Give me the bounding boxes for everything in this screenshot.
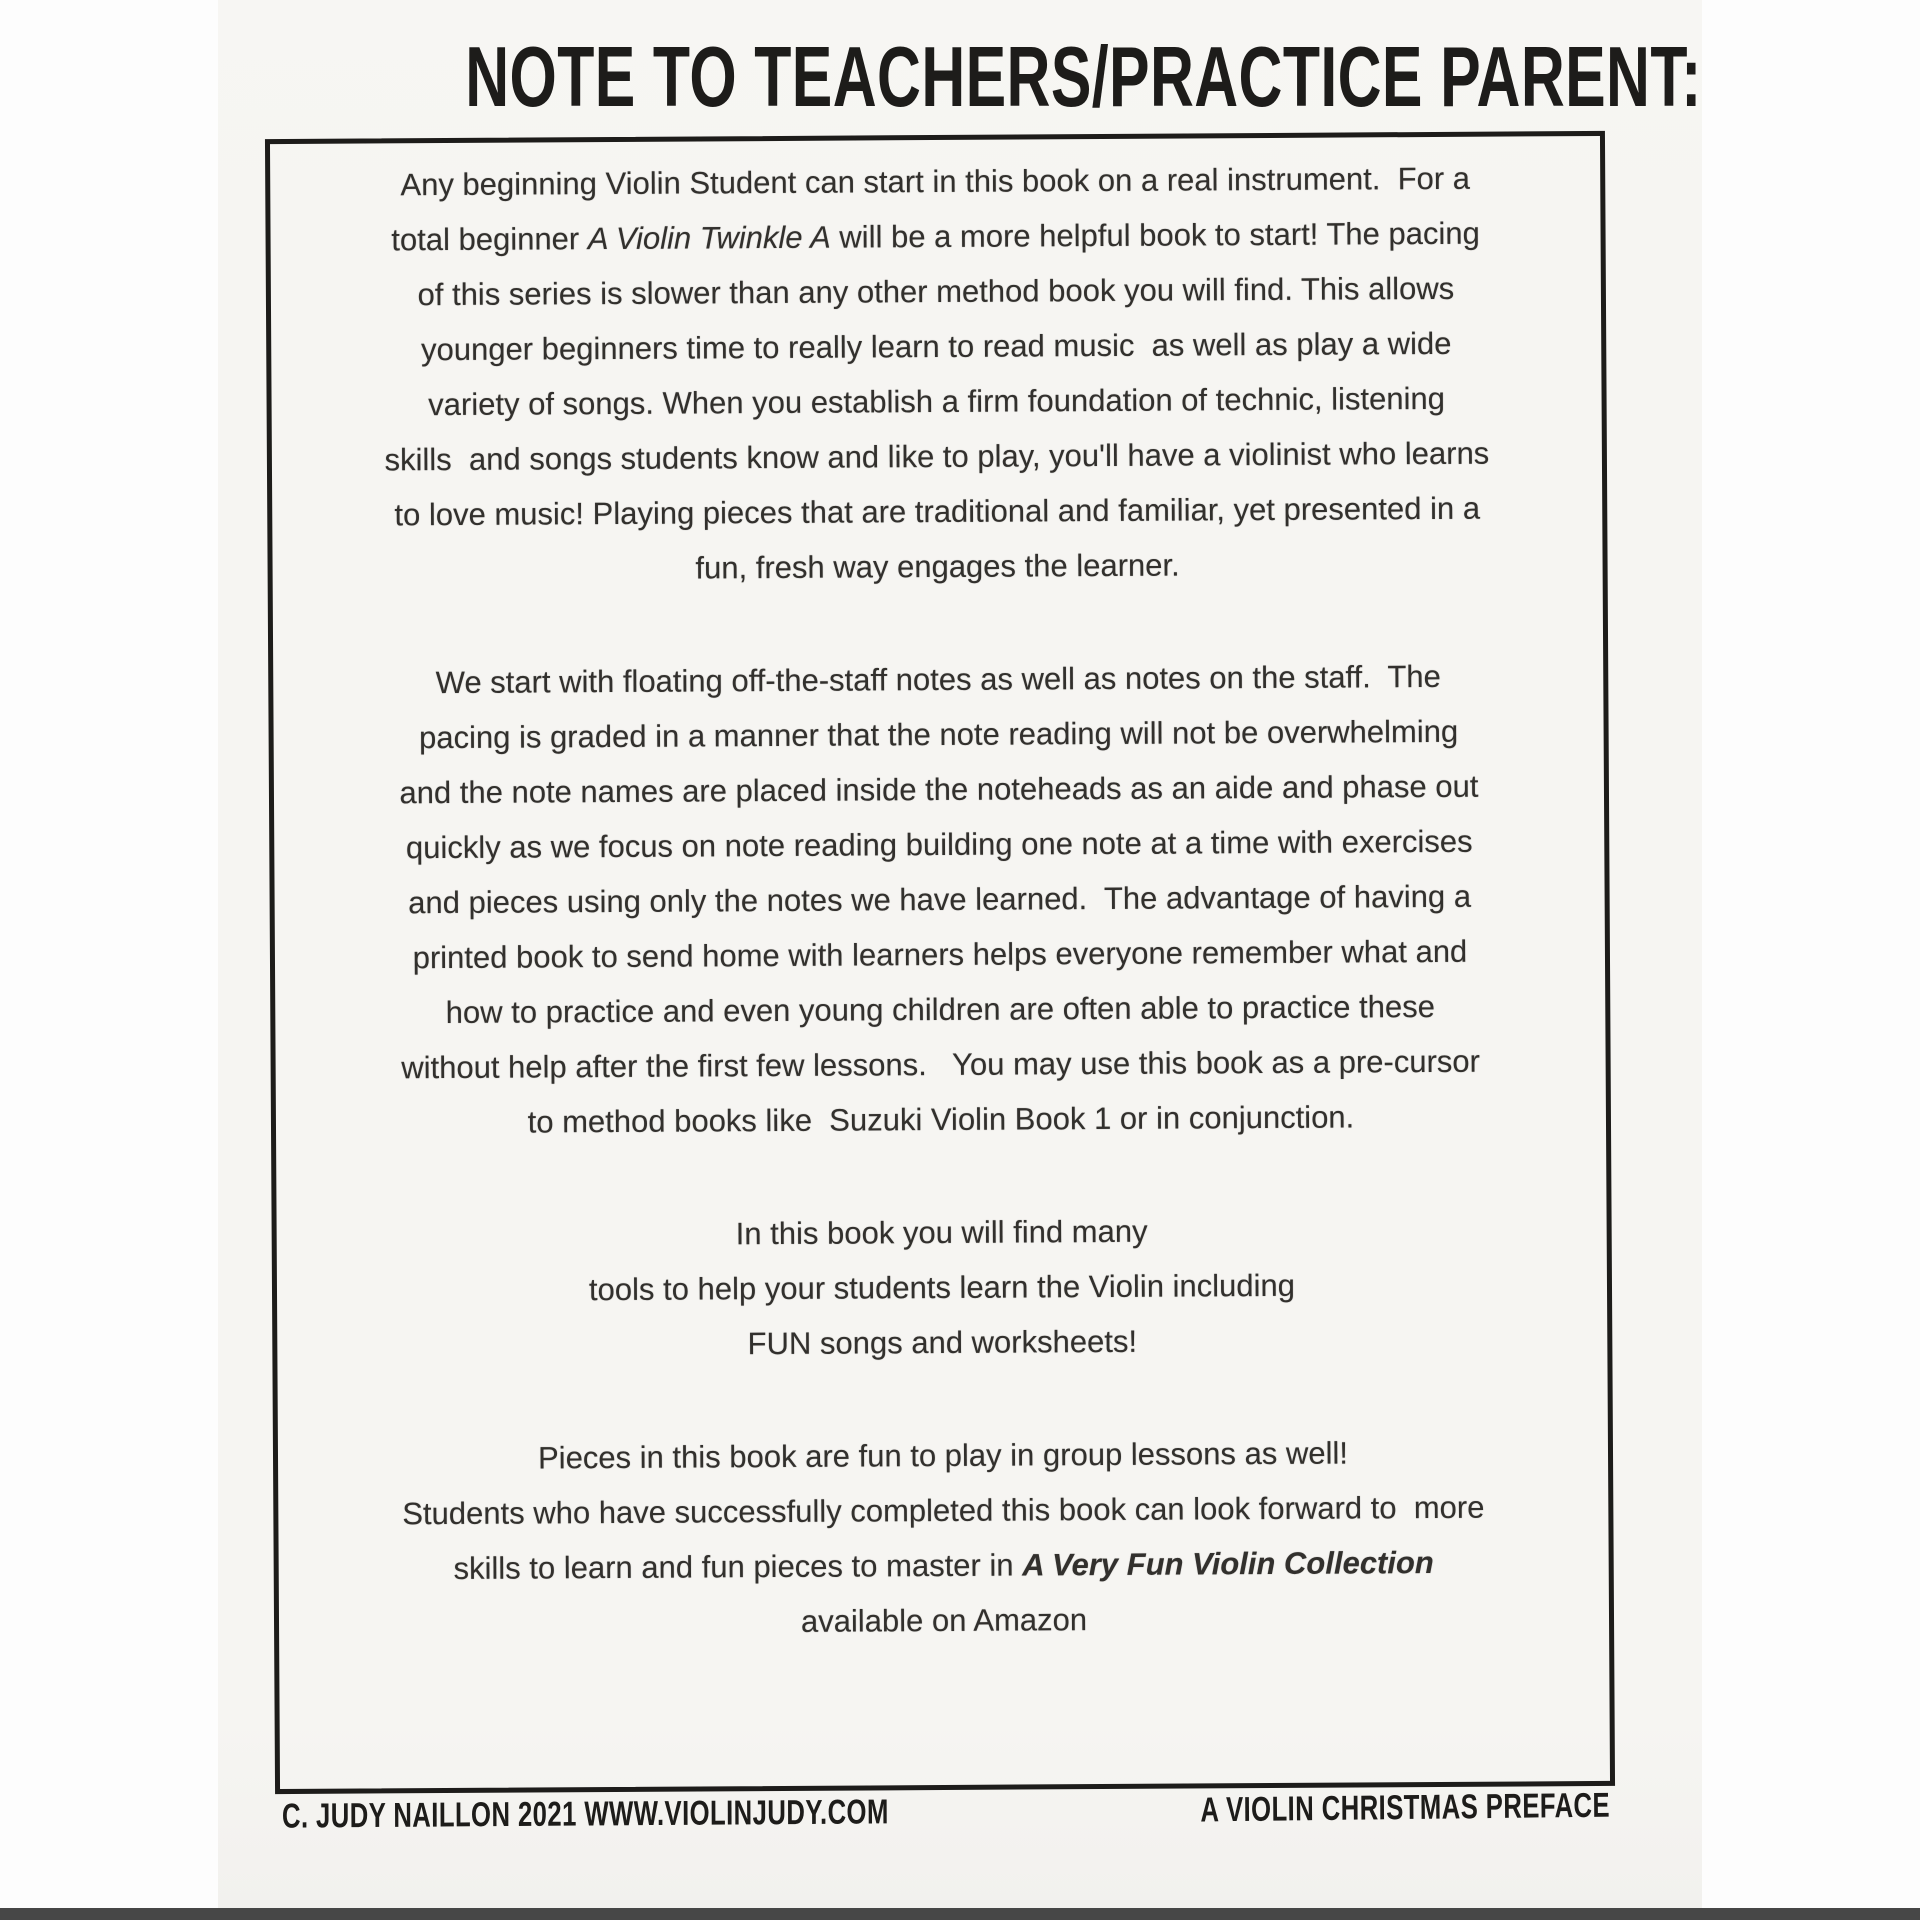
paragraph (296, 150, 1577, 598)
text-segment: total beginner (391, 221, 588, 258)
paragraph (302, 1201, 1581, 1374)
text-line (303, 1256, 1581, 1319)
text-line (296, 205, 1574, 268)
text-line (304, 1479, 1582, 1542)
text-segment: will be a more helpful book to start! The pacing (830, 215, 1480, 255)
text-segment: In this book you will find many (735, 1213, 1148, 1252)
text-line (300, 813, 1578, 876)
text-segment: younger beginners time to really learn to read music as well as play a wide (420, 325, 1452, 368)
text-line (300, 868, 1578, 931)
text-line (305, 1534, 1583, 1597)
text-line (301, 1033, 1579, 1096)
footer-copyright (281, 1791, 1060, 1835)
page-title-text: NOTE TO TEACHERS/PRACTICE PARENT: (465, 29, 1702, 125)
page-title (270, 29, 1702, 125)
paragraph (304, 1424, 1583, 1652)
paragraph (299, 648, 1580, 1151)
text-segment: available on Amazon (800, 1602, 1088, 1639)
text-line (302, 1201, 1580, 1264)
text-segment: pacing is graded in a manner that the note reading will not be overwhelming (418, 713, 1459, 756)
text-segment: tools to help your students learn the Violin including (588, 1267, 1296, 1308)
text-segment: of this series is slower than any other method book you will find. This allows (417, 270, 1455, 313)
text-line (299, 703, 1577, 766)
text-line (299, 648, 1577, 711)
text-line (298, 425, 1576, 488)
text-segment: printed book to send home with learners helps everyone remember what and (412, 933, 1468, 976)
text-line (304, 1424, 1582, 1487)
text-segment: and the note names are placed inside the noteheads as an aide and phase out (399, 768, 1479, 811)
note-box (265, 131, 1615, 1794)
text-segment: Students who have successfully completed this book can look forward to more (402, 1489, 1485, 1532)
text-segment: skills and songs students know and like to play, you'll have a violinist who learns (384, 435, 1490, 478)
text-segment: FUN songs and worksheets! (747, 1323, 1138, 1362)
text-segment: variety of songs. When you establish a firm foundation of technic, listening (428, 380, 1445, 423)
text-segment: Any beginning Violin Student can start in this book on a real instrument. For a (400, 160, 1471, 203)
text-line (301, 923, 1579, 986)
text-line (298, 480, 1576, 543)
text-segment: fun, fresh way engages the learner. (695, 547, 1180, 586)
text-segment: and pieces using only the notes we have learned. The advantage of having a (408, 878, 1472, 921)
text-segment: quickly as we focus on note reading building one note at a time with exercises (405, 823, 1473, 866)
text-line (305, 1589, 1583, 1652)
text-line (301, 978, 1579, 1041)
text-line (303, 1311, 1581, 1374)
text-segment: We start with floating off-the-staff notes as well as notes on the staff. The (435, 658, 1441, 701)
text-line (302, 1088, 1580, 1151)
text-segment: how to practice and even young children are often able to practice these (445, 988, 1435, 1031)
text-line (296, 150, 1574, 213)
footer-copyright-text: C. JUDY NAILLON 2021 WWW.VIOLINJUDY.COM (281, 1791, 889, 1835)
bottom-scan-strip (0, 1908, 1920, 1920)
text-segment: to love music! Playing pieces that are traditional and familiar, yet presented in a (394, 490, 1481, 533)
text-segment: skills to learn and fun pieces to master in (453, 1547, 1023, 1586)
text-line (297, 315, 1575, 378)
footer-book-title-text: A VIOLIN CHRISTMAS PREFACE (1200, 1785, 1610, 1829)
text-segment: to method books like Suzuki Violin Book 1 or in conjunction. (527, 1099, 1355, 1140)
footer-book-title (1085, 1785, 1610, 1829)
text-line (297, 260, 1575, 323)
text-line (297, 370, 1575, 433)
text-segment: Pieces in this book are fun to play in group lessons as well! (537, 1435, 1349, 1476)
text-segment: without help after the first few lessons. You may use this book as a pre-cursor (401, 1043, 1481, 1086)
text-segment: A Violin Twinkle A (587, 219, 831, 257)
text-line (298, 535, 1576, 598)
text-line (300, 758, 1578, 821)
text-segment: A Very Fun Violin Collection (1022, 1544, 1434, 1583)
